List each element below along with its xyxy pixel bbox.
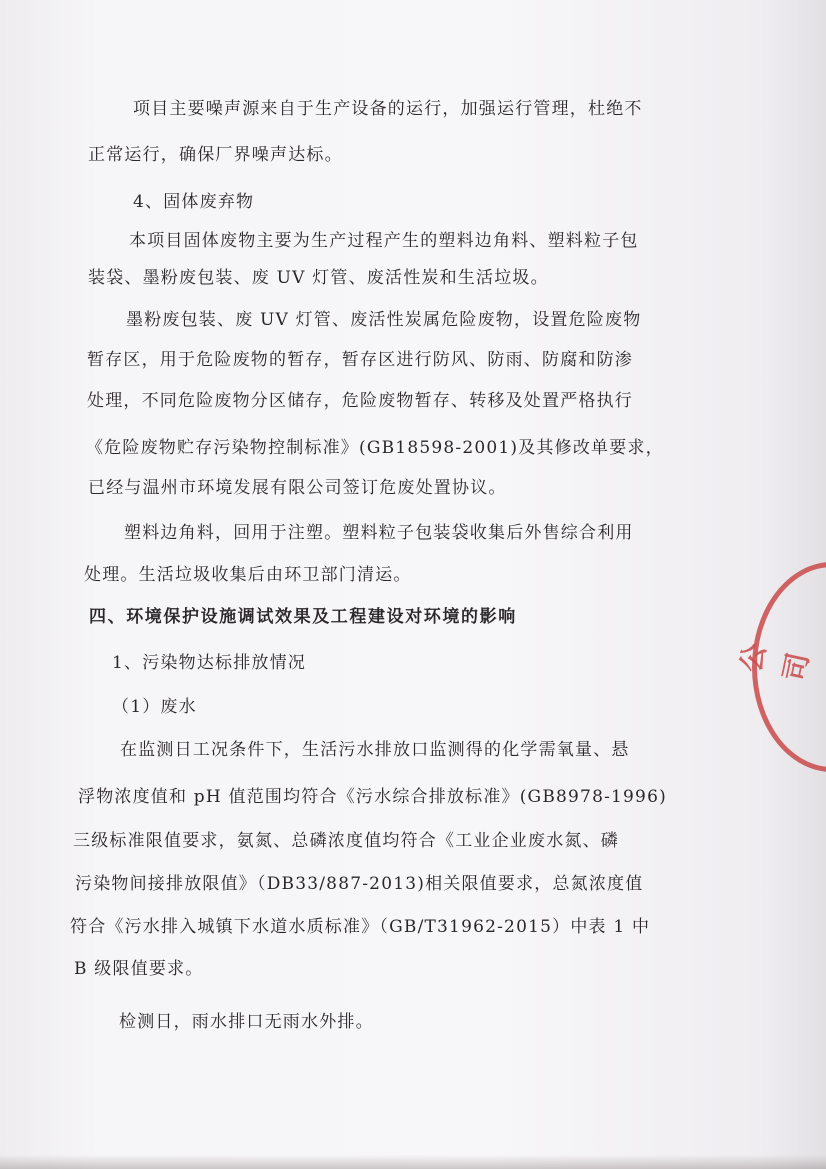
paragraph-line: 三级标准限值要求，氨氮、总磷浓度值均符合《工业企业废水氮、磷	[73, 831, 619, 851]
paragraph-line: 在监测日工况条件下，生活污水排放口监测得的化学需氧量、悬	[120, 740, 630, 760]
paragraph-line: 本项目固体废物主要为生产过程产生的塑料边角料、塑料粒子包	[129, 231, 639, 251]
paragraph-line: 装袋、墨粉废包装、废 UV 灯管、废活性炭和生活垃圾。	[88, 268, 549, 288]
paragraph-line: 正常运行，确保厂界噪声达标。	[88, 145, 343, 165]
paragraph-line: 处理，不同危险废物分区储存，危险废物暂存、转移及处置严格执行	[87, 391, 633, 411]
paragraph-line: 项目主要噪声源来自于生产设备的运行，加强运行管理，杜绝不	[133, 99, 643, 119]
subsection-heading: （1）废水	[112, 697, 197, 717]
paragraph-line: 已经与温州市环境发展有限公司签订危废处置协议。	[88, 478, 507, 498]
paragraph-line: 浮物浓度值和 pH 值范围均符合《污水综合排放标准》(GB8978-1996)	[78, 787, 667, 807]
section-heading: 1、污染物达标排放情况	[112, 653, 307, 673]
paragraph-line: 处理。生活垃圾收集后由环卫部门清运。	[84, 565, 412, 585]
paragraph-line: 污染物间接排放限值》（DB33/887-2013)相关限值要求，总氮浓度值	[75, 874, 644, 894]
paragraph-line: 《危险废物贮存污染物控制标准》(GB18598-2001)及其修改单要求，	[86, 438, 664, 458]
paragraph-line: 检测日，雨水排口无雨水外排。	[119, 1012, 374, 1032]
paragraph-line: B 级限值要求。	[74, 959, 204, 979]
paragraph-line: 塑料边角料，回用于注塑。塑料粒子包装袋收集后外售综合利用	[124, 523, 634, 543]
section-heading: 4、固体废弃物	[133, 192, 255, 212]
chapter-heading: 四、环境保护设施调试效果及工程建设对环境的影响	[89, 607, 517, 627]
seal-text: 公司	[734, 640, 816, 685]
paragraph-line: 暂存区，用于危险废物的暂存，暂存区进行防风、防雨、防腐和防渗	[87, 350, 633, 370]
paragraph-line: 墨粉废包装、废 UV 灯管、废活性炭属危险废物，设置危险废物	[126, 310, 642, 330]
paragraph-line: 符合《污水排入城镇下水道水质标准》（GB/T31962-2015）中表 1 中	[70, 917, 651, 937]
